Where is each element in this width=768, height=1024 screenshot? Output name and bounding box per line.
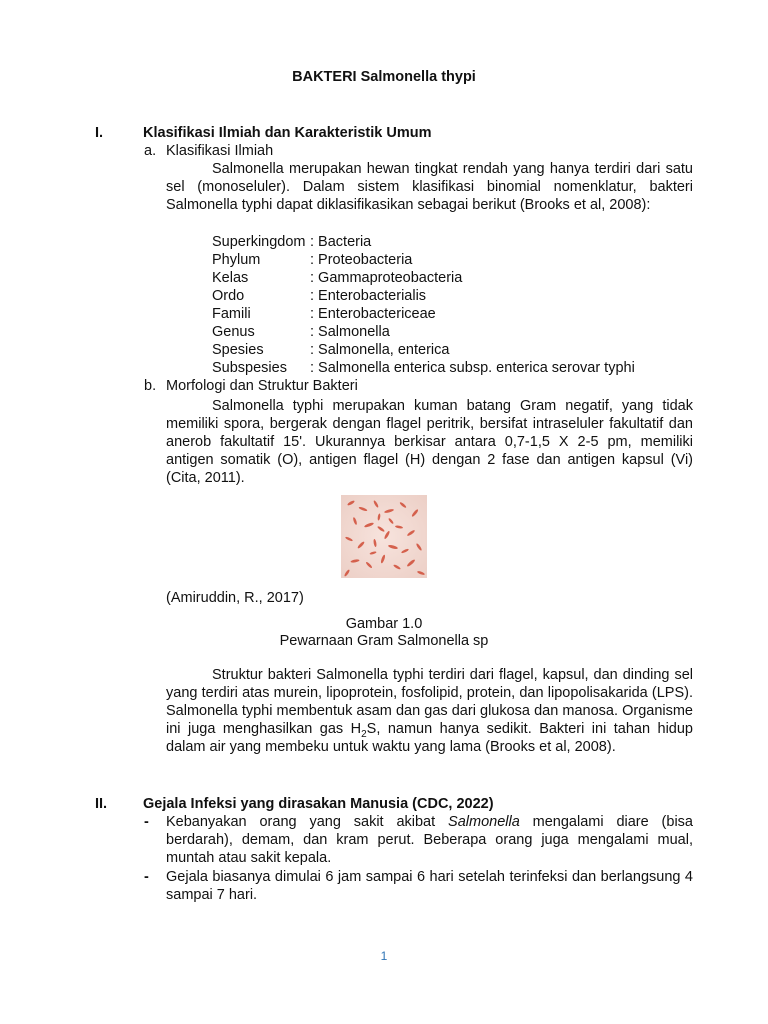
- taxonomy-rank: Ordo: [212, 288, 245, 304]
- section-2-heading: Gejala Infeksi yang dirasakan Manusia (CDC, 2022): [143, 796, 494, 812]
- subsection-a-label: Klasifikasi Ilmiah: [166, 143, 274, 159]
- structure-paragraph-text-cont: S, namun hanya sedikit. Bakteri ini tahan hidup dalam air yang membeku untuk waktu yang lama (Brooks et al, 2008).: [166, 721, 693, 755]
- taxonomy-row: [212, 323, 390, 341]
- bullet-1-emphasis: Salmonella: [448, 814, 520, 830]
- taxonomy-rank: Kelas: [212, 270, 249, 286]
- figure-caption-number: Gambar 1.0: [345, 616, 423, 632]
- taxonomy-row: [212, 251, 412, 269]
- section-2-number: II.: [95, 796, 108, 812]
- subsection-a-letter: a.: [144, 143, 157, 159]
- structure-paragraph: [166, 666, 693, 756]
- taxonomy-value: : Salmonella enterica subsp. enterica serovar typhi: [310, 360, 635, 376]
- structure-paragraph-text: Struktur bakteri Salmonella typhi terdiri dari flagel, kapsul, dan dinding sel yang terdiri atas murein, lipoprotein, fosfolipid, protein, dan lipopolisakarida (LPS). Salmonella typhi membentuk asam dan gas dari glukosa dan manosa. Organisme ini juga menghasilkan gas H: [166, 667, 693, 737]
- taxonomy-value: : Salmonella: [310, 324, 390, 340]
- subsection-b-label: Morfologi dan Struktur Bakteri: [166, 378, 358, 394]
- taxonomy-row: [212, 305, 436, 323]
- taxonomy-value: : Enterobacterialis: [310, 288, 427, 304]
- subsection-b-letter: b.: [144, 378, 157, 394]
- taxonomy-value: : Salmonella, enterica: [310, 342, 450, 358]
- taxonomy-row: [212, 287, 426, 305]
- taxonomy-row: [212, 359, 635, 377]
- figure-caption-title: Pewarnaan Gram Salmonella sp: [279, 633, 489, 649]
- bullet-dash: -: [144, 814, 149, 830]
- taxonomy-row: [212, 269, 462, 287]
- document-title: BAKTERI Salmonella thypi: [292, 69, 476, 85]
- taxonomy-rank: Superkingdom: [212, 234, 306, 250]
- taxonomy-rank: Genus: [212, 324, 255, 340]
- bullet-dash: -: [144, 869, 149, 885]
- taxonomy-rank: Subspesies: [212, 360, 287, 376]
- figure-source: (Amiruddin, R., 2017): [166, 590, 304, 606]
- subscript-two: 2: [361, 728, 367, 740]
- morphology-paragraph: Salmonella typhi merupakan kuman batang Gram negatif, yang tidak memiliki spora, bergerak dengan flagel peritrik, bersifat intraseluler fakultatif dan anerob fakultatif 15'. Ukurannya berkisar antara 0,7-1,5 X 2-5 pm, memiliki antigen somatik (O), antigen flagel (H) dengan 2 fase dan antigen kapsul (Vi) (Cita, 2011).: [166, 398, 693, 486]
- taxonomy-value: : Gammaproteobacteria: [310, 270, 463, 286]
- bullet-1-text: Kebanyakan orang yang sakit akibat: [166, 814, 449, 830]
- classification-paragraph: Salmonella merupakan hewan tingkat rendah yang hanya terdiri dari satu sel (monoseluler). Dalam sistem klasifikasi binomial nomenklatur, bakteri Salmonella typhi dapat diklasifikasikan sebagai berikut (Brooks et al, 2008):: [166, 161, 693, 213]
- taxonomy-value: : Enterobactericeae: [310, 306, 436, 322]
- bullet-1-text-cont: mengalami diare (bisa berdarah), demam, dan kram perut. Beberapa orang juga mengalami mual, muntah atau sakit kepala.: [166, 814, 693, 866]
- gram-stain-micrograph-image: [341, 495, 427, 578]
- taxonomy-rank: Famili: [212, 306, 251, 322]
- taxonomy-rank: Phylum: [212, 252, 261, 268]
- symptoms-bullet-1: [166, 813, 693, 867]
- page-number: 1: [380, 949, 388, 963]
- section-1-heading: Klasifikasi Ilmiah dan Karakteristik Umum: [143, 125, 432, 141]
- taxonomy-row: [212, 233, 371, 251]
- taxonomy-row: [212, 341, 449, 359]
- section-1-number: I.: [95, 125, 104, 141]
- taxonomy-value: : Bacteria: [310, 234, 372, 250]
- taxonomy-rank: Spesies: [212, 342, 264, 358]
- taxonomy-value: : Proteobacteria: [310, 252, 413, 268]
- symptoms-bullet-2: Gejala biasanya dimulai 6 jam sampai 6 hari setelah terinfeksi dan berlangsung 4 sampai 7 hari.: [166, 869, 693, 903]
